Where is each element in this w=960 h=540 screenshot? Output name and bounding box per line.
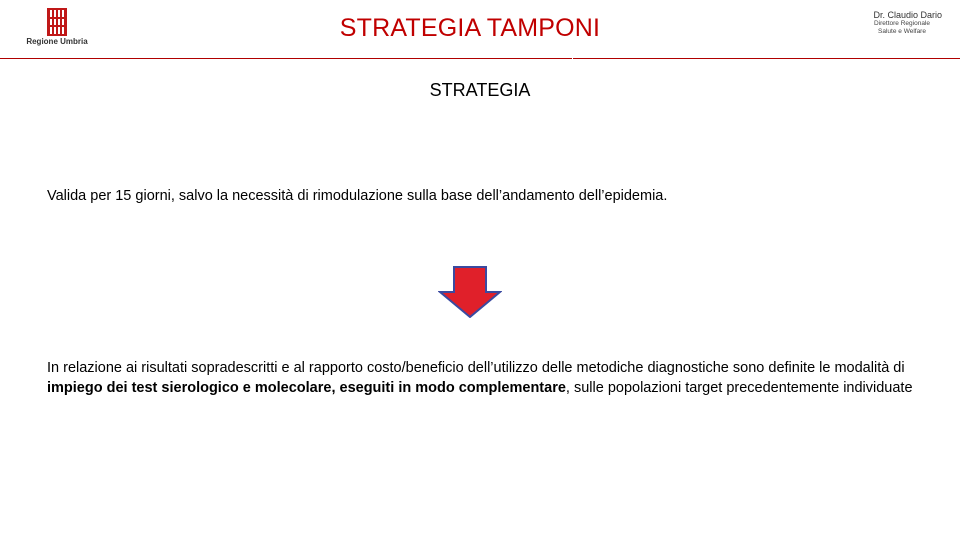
page-title: STRATEGIA TAMPONI <box>339 14 601 42</box>
paragraph-strategy <box>47 358 927 398</box>
author-role-line2: Salute e Welfare <box>878 28 926 35</box>
header-divider <box>0 58 960 59</box>
paragraph-strategy-part1: In relazione ai risultati sopradescritti e al rapporto costo/beneficio dell’utilizzo delle metodiche diagnostiche sono definite le modalità di <box>47 360 905 376</box>
logo <box>24 8 90 48</box>
paragraph-strategy-bold: impiego dei test sierologico e molecolare, eseguiti in modo complementare <box>47 380 566 396</box>
down-arrow-icon <box>438 266 502 318</box>
author-block <box>822 10 942 36</box>
logo-text: Regione Umbria <box>26 37 88 46</box>
paragraph-validity: Valida per 15 giorni, salvo la necessità di rimodulazione sulla base dell’andamento dell’epidemia. <box>47 188 668 204</box>
section-heading: STRATEGIA <box>429 80 531 100</box>
divider-gap <box>572 56 573 60</box>
author-role-line1: Direttore Regionale <box>873 20 930 27</box>
regione-umbria-emblem-icon <box>47 8 67 36</box>
author-name: Dr. Claudio Dario <box>873 10 942 20</box>
paragraph-strategy-part2: , sulle popolazioni target precedentemente individuate <box>565 380 913 396</box>
